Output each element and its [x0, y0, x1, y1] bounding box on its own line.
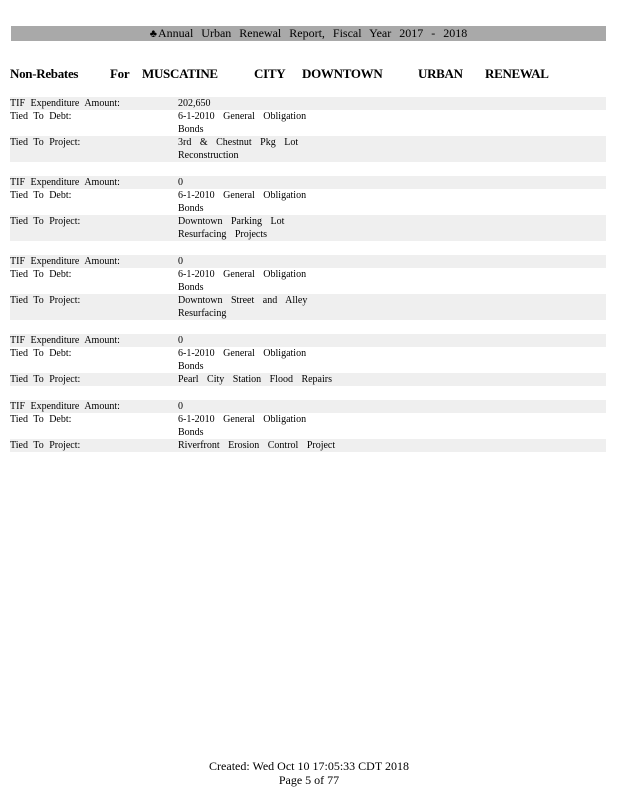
amount-value: 0 [178, 256, 183, 267]
project-row [10, 373, 606, 386]
project-label: Tied To Project: [10, 216, 81, 227]
amount-value: 0 [178, 177, 183, 188]
report-title-banner [11, 26, 606, 41]
debt-row [10, 189, 606, 215]
heading-word: CITY [254, 66, 286, 81]
project-label: Tied To Project: [10, 440, 81, 451]
footer-created: Created: Wed Oct 10 17:05:33 CDT 2018 [209, 759, 409, 773]
amount-value: 0 [178, 401, 183, 412]
project-row [10, 439, 606, 452]
amount-value: 0 [178, 335, 183, 346]
debt-value: 6-1-2010 General Obligation Bonds [178, 269, 307, 293]
tif-record [10, 97, 606, 162]
debt-label: Tied To Debt: [10, 111, 72, 122]
heading-word: MUSCATINE [142, 66, 218, 81]
amount-label: TIF Expenditure Amount: [10, 335, 120, 346]
debt-row [10, 268, 606, 294]
debt-row [10, 413, 606, 439]
amount-label: TIF Expenditure Amount: [10, 98, 120, 109]
amount-label: TIF Expenditure Amount: [10, 256, 120, 267]
amount-row [10, 400, 606, 413]
amount-label: TIF Expenditure Amount: [10, 401, 120, 412]
debt-label: Tied To Debt: [10, 190, 72, 201]
project-row [10, 215, 606, 241]
project-row [10, 136, 606, 162]
debt-row [10, 347, 606, 373]
tif-record [10, 334, 606, 386]
debt-label: Tied To Debt: [10, 414, 72, 425]
project-value: Downtown Street and Alley Resurfacing [178, 295, 308, 319]
amount-label: TIF Expenditure Amount: [10, 177, 120, 188]
heading-word: URBAN [418, 66, 463, 81]
club-icon: ♣ [149, 28, 157, 40]
tif-record [10, 400, 606, 452]
heading-word: RENEWAL [485, 66, 549, 81]
project-value: 3rd & Chestnut Pkg Lot Reconstruction [178, 137, 299, 161]
debt-label: Tied To Debt: [10, 348, 72, 359]
section-heading [0, 66, 618, 82]
project-value: Downtown Parking Lot Resurfacing Projects [178, 216, 285, 240]
footer-page-number: Page 5 of 77 [278, 773, 340, 787]
tif-record [10, 176, 606, 241]
amount-row [10, 176, 606, 189]
debt-value: 6-1-2010 General Obligation Bonds [178, 348, 307, 372]
debt-label: Tied To Debt: [10, 269, 72, 280]
project-label: Tied To Project: [10, 295, 81, 306]
debt-value: 6-1-2010 General Obligation Bonds [178, 111, 307, 135]
debt-value: 6-1-2010 General Obligation Bonds [178, 414, 307, 438]
project-value: Riverfront Erosion Control Project [178, 440, 336, 451]
project-value: Pearl City Station Flood Repairs [178, 374, 332, 385]
amount-value: 202,650 [178, 98, 211, 109]
debt-value: 6-1-2010 General Obligation Bonds [178, 190, 307, 214]
project-label: Tied To Project: [10, 374, 81, 385]
amount-row [10, 255, 606, 268]
project-row [10, 294, 606, 320]
project-label: Tied To Project: [10, 137, 81, 148]
heading-word: Non-Rebates [10, 66, 79, 81]
amount-row [10, 334, 606, 347]
debt-row [10, 110, 606, 136]
tif-record [10, 255, 606, 320]
heading-word: DOWNTOWN [302, 66, 383, 81]
report-title: Annual Urban Renewal Report, Fiscal Year 2017 - 2018 [157, 26, 468, 40]
heading-word: For [110, 66, 130, 81]
amount-row [10, 97, 606, 110]
